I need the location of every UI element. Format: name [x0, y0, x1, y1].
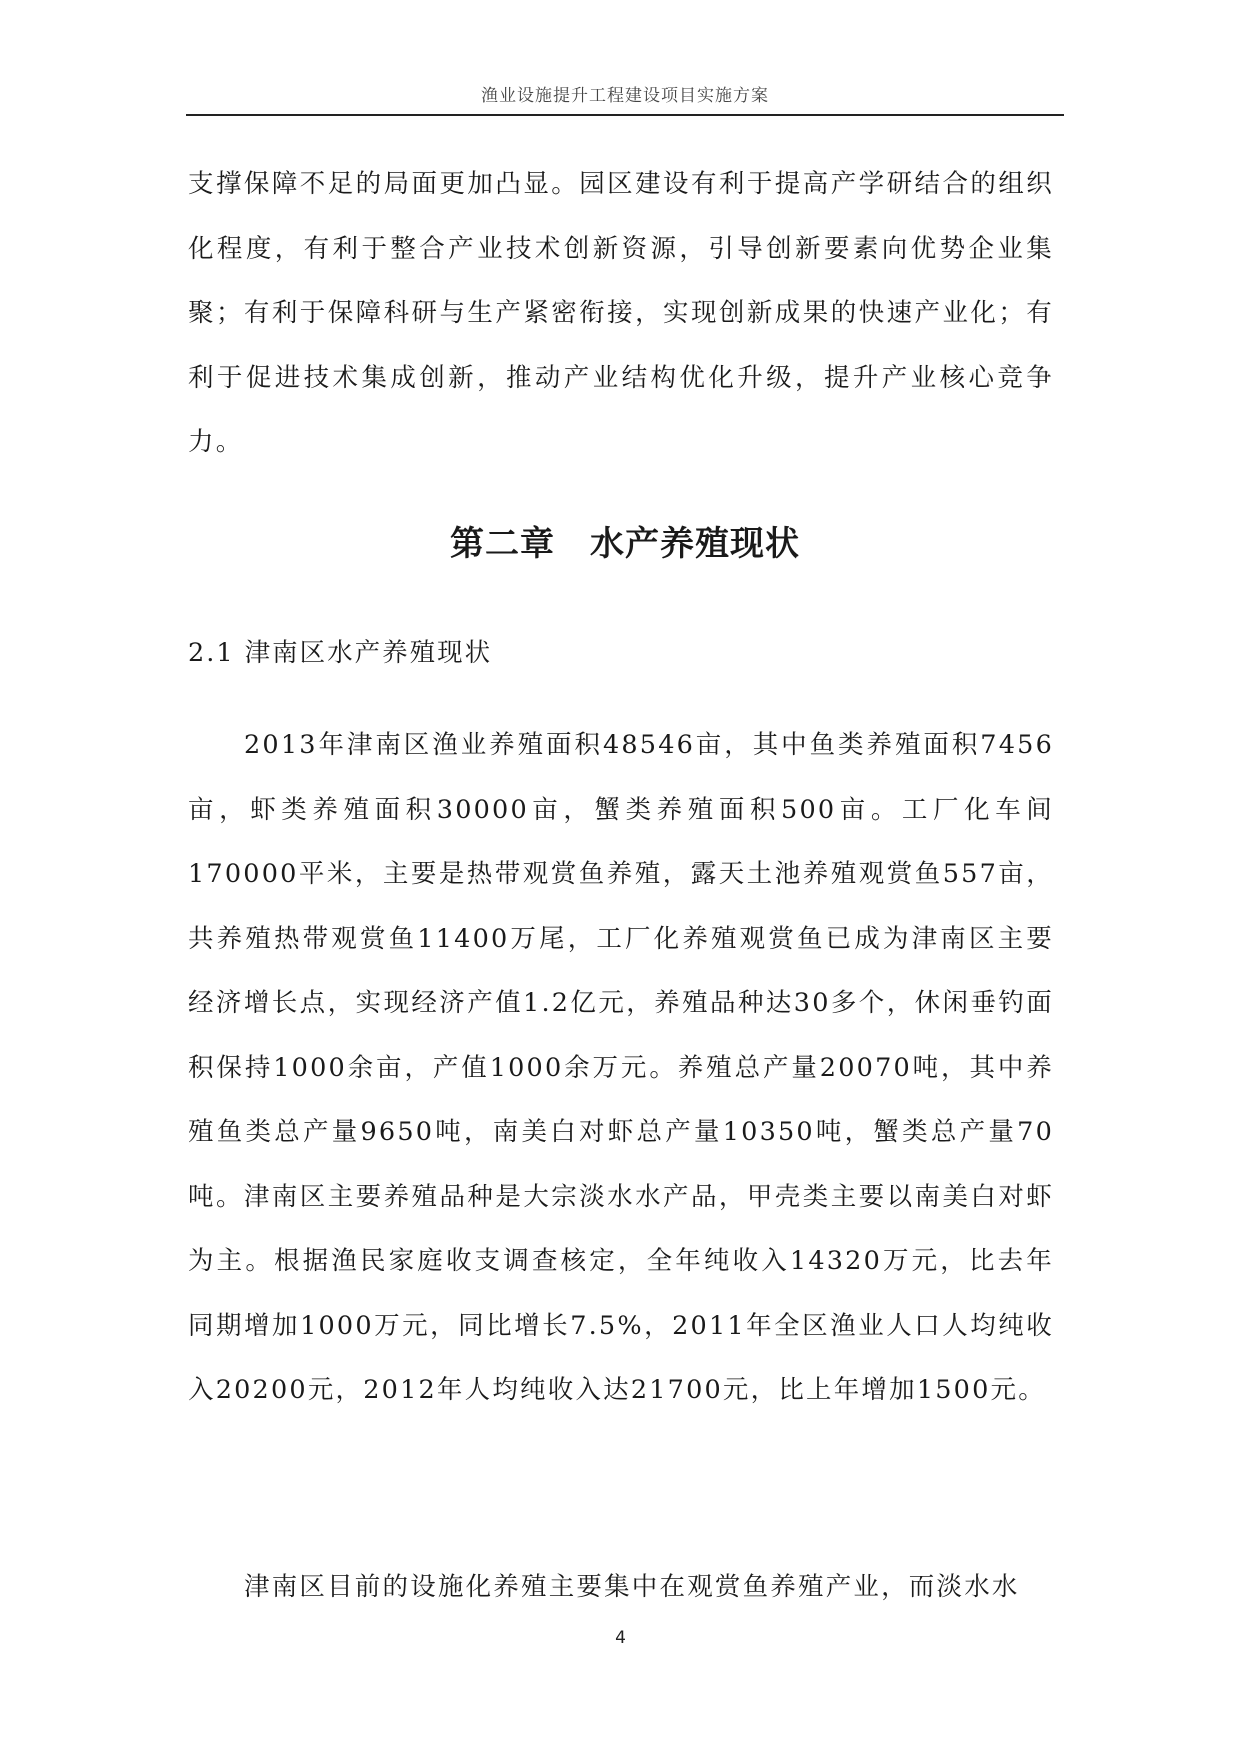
body-paragraph: 津南区目前的设施化养殖主要集中在观赏鱼养殖产业，而淡水水: [244, 1572, 1020, 1602]
section-heading: 2.1 津南区水产养殖现状: [188, 638, 493, 668]
body-paragraph: 2013年津南区渔业养殖面积48546亩，其中鱼类养殖面积7456亩，虾类养殖面积30000亩，蟹类养殖面积500亩。工厂化车间170000平米，主要是热带观赏鱼养殖，露天土池养殖观赏鱼557亩，共养殖热带观赏鱼11400万尾，工厂化养殖观赏鱼已成为津南区主要经济增长点，实现经济产值1.2亿元，养殖品种达30多个，休闲垂钓面积保持1000余亩，产值1000余万元。养殖总产量20070吨，其中养殖鱼类总产量9650吨，南美白对虾总产量10350吨，蟹类总产量70吨。津南区主要养殖品种是大宗淡水水产品，甲壳类主要以南美白对虾为主。根据渔民家庭收支调查核定，全年纯收入14320万元，比去年同期增加1000万元，同比增长7.5%，2011年全区渔业人口人均纯收入20200元，2012年人均纯收入达21700元，比上年增加1500元。: [188, 730, 1054, 1405]
intro-paragraph: 支撑保障不足的局面更加凸显。园区建设有利于提高产学研结合的组织化程度，有利于整合产业技术创新资源，引导创新要素向优势企业集聚；有利于保障科研与生产紧密衔接，实现创新成果的快速产业化；有利于促进技术集成创新，推动产业结构优化升级，提升产业核心竞争力。: [188, 169, 1054, 457]
page-header: [186, 82, 1064, 116]
chapter-title: 第二章 水产养殖现状: [450, 524, 800, 564]
header-title: 渔业设施提升工程建设项目实施方案: [481, 86, 769, 106]
page-number: 4: [615, 1628, 626, 1648]
